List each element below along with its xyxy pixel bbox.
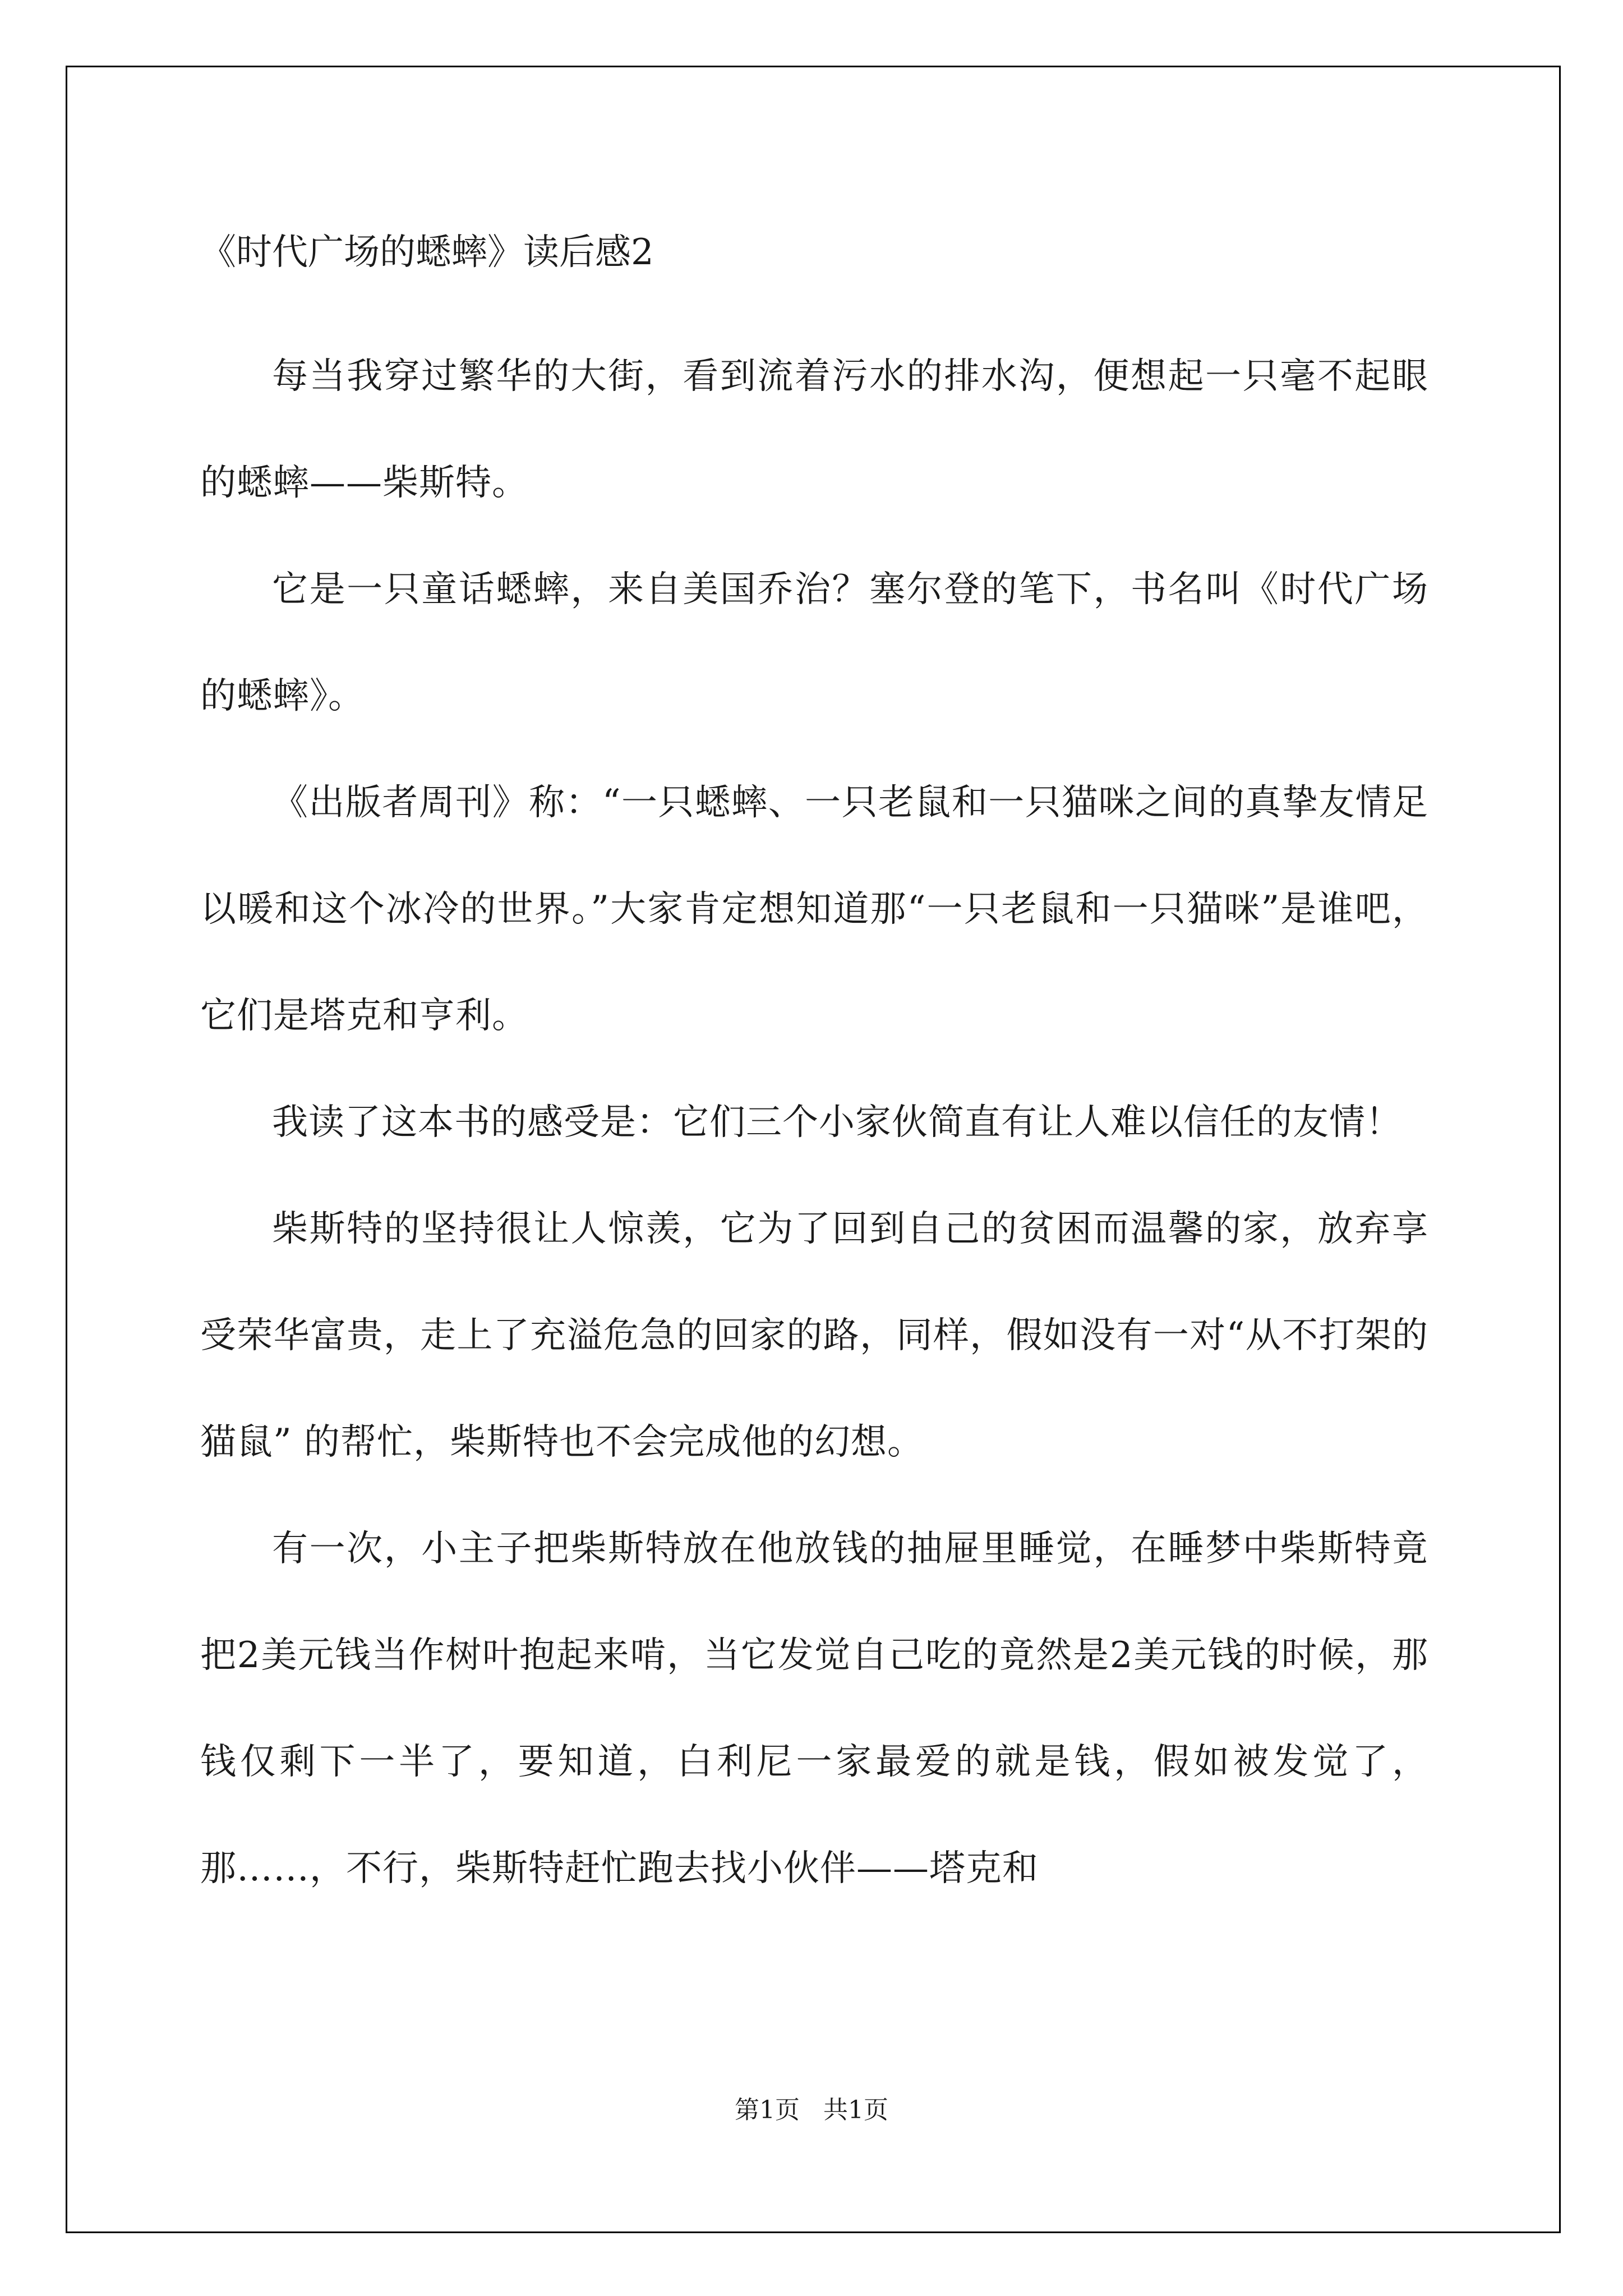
document-body bbox=[200, 219, 1428, 1922]
document-title: 《时代广场的蟋蟀》读后感2 bbox=[200, 232, 654, 273]
paragraph-6: 有一次，小主子把柴斯特放在他放钱的抽屉里睡觉，在睡梦中柴斯特竟把2美元钱当作树叶抱起来啃，当它发觉自己吃的竟然是2美元钱的时候，那钱仅剩下一半了，要知道，白利尼一家最爱的就是钱，假如被发觉了，那……，不行，柴斯特赶忙跑去找小伙伴——塔克和 bbox=[200, 1528, 1428, 1889]
paragraph-1: 每当我穿过繁华的大街，看到流着污水的排水沟，便想起一只毫不起眼的蟋蟀——柴斯特。 bbox=[200, 356, 1428, 504]
paragraph-4: 我读了这本书的感受是：它们三个小家伙简直有让人难以信任的友情！ bbox=[272, 1102, 1402, 1143]
paragraph-3: 《出版者周刊》称：“一只蟋蟀、一只老鼠和一只猫咪之间的真挚友情足以暖和这个冰冷的世界。”大家肯定想知道那“一只老鼠和一只猫咪”是谁吧，它们是塔克和亨利。 bbox=[200, 782, 1428, 1037]
paragraph-5: 柴斯特的坚持很让人惊羡，它为了回到自己的贫困而温馨的家，放弃享受荣华富贵，走上了充溢危急的回家的路，同样，假如没有一对“从不打架的猫鼠” 的帮忙，柴斯特也不会完成他的幻想。 bbox=[200, 1208, 1428, 1463]
page-footer: 第1页 共1页 bbox=[735, 2096, 888, 2124]
paragraph-2: 它是一只童话蟋蟀，来自美国乔治？塞尔登的笔下，书名叫《时代广场的蟋蟀》。 bbox=[200, 569, 1428, 717]
